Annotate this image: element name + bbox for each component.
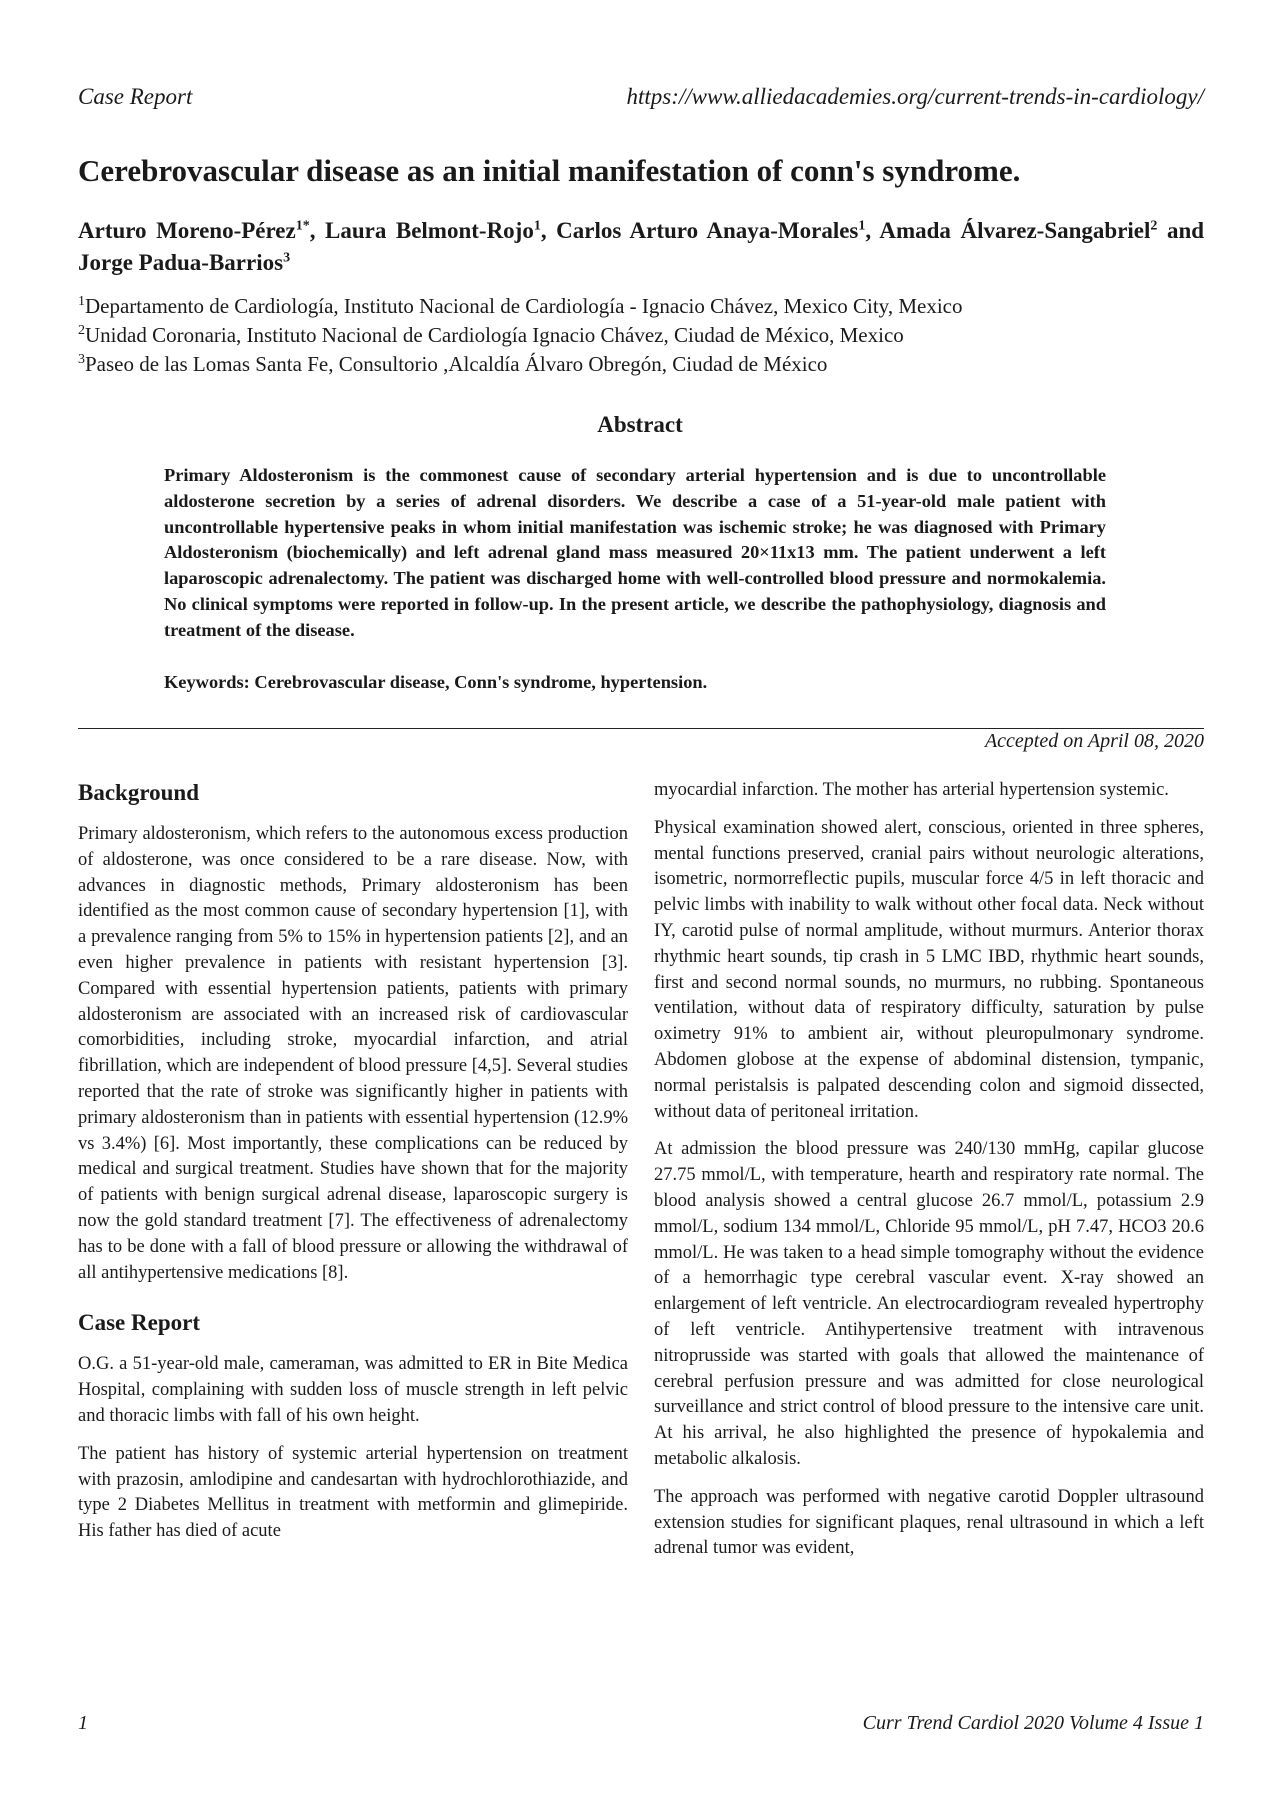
- keywords: Keywords: Cerebrovascular disease, Conn's syndrome, hypertension.: [164, 672, 708, 692]
- body-paragraph: At admission the blood pressure was 240/130 mmHg, capilar glucose 27.75 mmol/L, with temperature, hearth and respiratory rate normal. The blood analysis showed a central glucose 26.7 mmol/L, potassium 2.9 mmol/L, sodium 134 mmol/L, Chloride 95 mmol/L, pH 7.47, HCO3 20.6 mmol/L. He was taken to a head simple tomography without the evidence of a hemorrhagic type cerebral vascular event. X-ray showed an enlargement of left ventricle. An electrocardiogram revealed hypertrophy of left ventricle. Antihypertensive treatment with intravenous nitroprusside was started with goals that allowed the maintenance of cerebral perfusion pressure and was admitted for close neurological surveillance and strict control of blood pressure to the intensive care unit. At his arrival, he also highlighted the presence of hypokalemia and metabolic alkalosis.: [654, 1139, 1204, 1469]
- affiliation-text: Departamento de Cardiología, Instituto Nacional de Cardiología - Ignacio Chávez, Mexico City, Mexico: [85, 294, 963, 318]
- accepted-date: Accepted on April 08, 2020: [984, 730, 1204, 752]
- author-list: Arturo Moreno-Pérez$^{1*}$, Laura Belmont-Rojo$^1$, Carlos Arturo Anaya-Morales$^1$, Amada Álvarez-Sangabriel$^2$ and Jorge Padua-Barrios$^3$: [78, 218, 1205, 275]
- affiliation-mark: 3: [78, 352, 85, 367]
- section-heading-case-report: Case Report: [78, 1310, 200, 1336]
- journal-citation: Curr Trend Cardiol 2020 Volume 4 Issue 1: [862, 1712, 1204, 1734]
- journal-url[interactable]: https://www.alliedacademies.org/current-trends-in-cardiology/: [626, 84, 1204, 109]
- author-affil-mark: 1: [858, 218, 866, 234]
- author-name: Arturo Moreno-Pérez: [78, 218, 296, 243]
- affiliation-line: [78, 350, 1204, 379]
- page-number: 1: [78, 1712, 88, 1734]
- affiliation-text: Unidad Coronaria, Instituto Nacional de Cardiología Ignacio Chávez, Ciudad de México, Mexico: [85, 323, 904, 347]
- body-paragraph: The approach was performed with negative carotid Doppler ultrasound extension studies for significant plaques, renal ultrasound in which a left adrenal tumor was evident,: [654, 1486, 1204, 1559]
- author-affil-mark: 1*: [295, 218, 310, 234]
- section-heading-background: Background: [78, 780, 200, 805]
- author-affil-mark: 1: [533, 218, 541, 234]
- left-column: [78, 778, 628, 1557]
- running-header-label: Case Report: [78, 84, 193, 109]
- affiliation-text: Paseo de las Lomas Santa Fe, Consultorio ,Alcaldía Álvaro Obregón, Ciudad de México: [85, 352, 828, 376]
- author-name: Jorge Padua-Barrios: [78, 250, 284, 275]
- body-paragraph: myocardial infarction. The mother has arterial hypertension systemic.: [654, 780, 1169, 800]
- paper-title: Cerebrovascular disease as an initial manifestation of conn's syndrome.: [78, 153, 1021, 188]
- divider: [78, 728, 1204, 729]
- author-name: Carlos Arturo Anaya-Morales: [556, 218, 859, 243]
- body-paragraph: Primary aldosteronism, which refers to the autonomous excess production of aldosterone, was once considered to be a rare disease. Now, with advances in diagnostic methods, Primary aldosteronism has been identified as the most common cause of secondary hypertension [1], with a prevalence ranging from 5% to 15% in hypertension patients [2], and an even higher prevalence in patients with resistant hypertension [3]. Compared with essential hypertension patients, patients with primary aldosteronism are associated with an increased risk of cardiovascular comorbidities, including stroke, myocardial infarction, and atrial fibrillation, which are independent of blood pressure [4,5]. Several studies reported that the rate of stroke was significantly higher in patients with primary aldosteronism than in patients with essential hypertension (12.9% vs 3.4%) [6]. Most importantly, these complications can be reduced by medical and surgical treatment. Studies have shown that for the majority of patients with benign surgical adrenal disease, laparoscopic surgery is now the gold standard treatment [7]. The effectiveness of adrenalectomy has to be done with a fall of blood pressure or allowing the withdrawal of all antihypertensive medications [8].: [78, 824, 628, 1283]
- abstract-heading: Abstract: [597, 412, 683, 437]
- body-paragraph: The patient has history of systemic arterial hypertension on treatment with prazosin, amlodipine and candesartan with hydrochlorothiazide, and type 2 Diabetes Mellitus in treatment with metformin and glimepiride. His father has died of acute: [78, 1443, 628, 1542]
- author-affil-mark: 3: [283, 250, 291, 266]
- affiliation-mark: 1: [78, 294, 85, 309]
- affiliation-mark: 2: [78, 323, 85, 338]
- author-name: Amada Álvarez-Sangabriel: [879, 218, 1151, 243]
- affiliation-line: [78, 321, 1204, 350]
- affiliation-line: [78, 292, 1204, 321]
- author-affil-mark: 2: [1150, 218, 1158, 234]
- right-column: [654, 778, 1204, 1574]
- body-paragraph: Physical examination showed alert, conscious, oriented in three spheres, mental functions preserved, cranial pairs without neurologic alterations, isometric, normorreflectic pupils, muscular force 4/5 in left thoracic and pelvic limbs with inability to walk without other focal data. Neck without IY, carotid pulse of normal amplitude, without murmurs. Anterior thorax rhythmic heart sounds, tip crash in 5 LMC IBD, rhythmic heart sounds, first and second normal sounds, no murmurs, no rubbing. Spontaneous ventilation, without data of respiratory difficulty, saturation by pulse oximetry 91% to ambient air, without pleuropulmonary syndrome. Abdomen globose at the expense of abdominal distension, tympanic, normal peristalsis is palpated descending colon and sigmoid dissected, without data of peritoneal irritation.: [654, 817, 1204, 1122]
- affiliations: [78, 292, 1204, 379]
- abstract-text: Primary Aldosteronism is the commonest cause of secondary arterial hypertension and is due to uncontrollable aldosterone secretion by a series of adrenal disorders. We describe a case of a 51-year-old male patient with uncontrollable hypertensive peaks in whom initial manifestation was ischemic stroke; he was diagnosed with Primary Aldosteronism (biochemically) and left adrenal gland mass measured 20×11x13 mm. The patient underwent a left laparoscopic adrenalectomy. The patient was discharged home with well-controlled blood pressure and normokalemia. No clinical symptoms were reported in follow-up. In the present article, we describe the pathophysiology, diagnosis and treatment of the disease.: [164, 465, 1106, 640]
- author-conjunction: and: [1166, 218, 1205, 243]
- author-name: Laura Belmont-Rojo: [325, 218, 534, 243]
- body-paragraph: O.G. a 51-year-old male, cameraman, was admitted to ER in Bite Medica Hospital, complaining with sudden loss of muscle strength in left pelvic and thoracic limbs with fall of his own height.: [78, 1354, 628, 1426]
